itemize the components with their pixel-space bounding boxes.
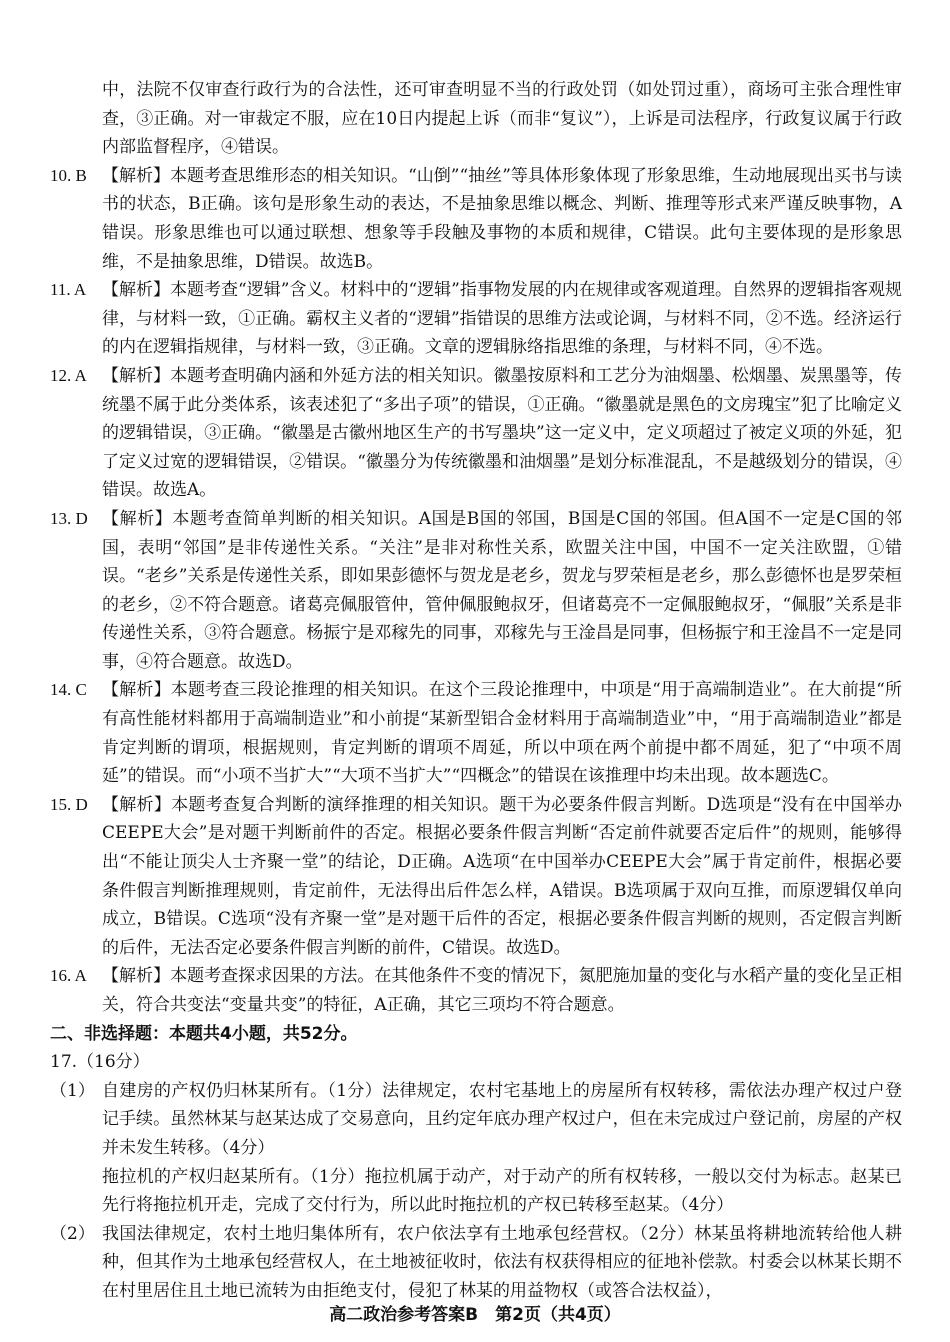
answer-number: 14. C: [50, 680, 87, 700]
sub-answer-1: [50, 1077, 902, 1220]
answer-number: 10. B: [50, 165, 87, 185]
answer-number: 15. D: [50, 794, 88, 814]
answer-item-12: [50, 362, 902, 505]
sub-answer-body: [102, 1077, 902, 1220]
answer-explanation: 【解析】本题考查探求因果的方法。在其他条件不变的情况下，氮肥施加量的变化与水稻产量的变化呈正相关，符合共变法“变量共变”的特征，A正确，其它三项均不符合题意。: [102, 966, 902, 1015]
answer-explanation: 【解析】本题考查思维形态的相关知识。“山倒”“抽丝”等具体形象体现了形象思维，生动地展现出买书与读书的状态，B正确。该句是形象生动的表达，不是抽象思维以概念、判断、推理等形式来严谨反映事物，A错误。形象思维也可以通过联想、想象等手段触及事物的本质和规律，C错误。此句主要体现的是形象思维，不是抽象思维，D错误。故选B。: [102, 165, 902, 272]
answer-explanation: 【解析】本题考查复合判断的演绎推理的相关知识。题干为必要条件假言判断。D选项是“没有在中国举办CEEPE大会”是对题干判断前件的否定。根据必要条件假言判断“否定前件就要否定后件”的规则，能够得出“不能让顶尖人士齐聚一堂”的结论，D正确。A选项“在中国举办CEEPE大会”属于肯定前件，根据必要条件假言判断推理规则，肯定前件，无法得出后件怎么样，A错误。B选项属于双向互推，而原逻辑仅单向成立，B错误。C选项“没有齐聚一堂”是对题干后件的否定，根据必要条件假言判断的规则，否定假言判断的后件，无法否定必要条件假言判断的前件，C错误。故选D。: [102, 794, 902, 958]
answer-number: 11. A: [50, 280, 87, 300]
answer-item-10: [50, 162, 902, 276]
sub-answer-paragraph: 自建房的产权仍归林某所有。（1分）法律规定，农村宅基地上的房屋所有权转移，需依法办理产权过户登记手续。虽然林某与赵某达成了交易意向，且约定年底办理产权过户，但在未完成过户登记前，房屋的产权并未发生转移。（4分）: [102, 1080, 902, 1158]
question-17-label: 17.（16分）: [50, 1052, 150, 1073]
answer-item-14: [50, 676, 902, 790]
sub-answer-paragraph: 拖拉机的产权归赵某所有。（1分）拖拉机属于动产，对于动产的所有权转移，一般以交付为标志。赵某已先行将拖拉机开走，完成了交付行为，所以此时拖拉机的产权已转移至赵某。（4分）: [102, 1166, 902, 1216]
answer-explanation: 【解析】本题考查简单判断的相关知识。A国是B国的邻国，B国是C国的邻国。但A国不一定是C国的邻国，表明“邻国”是非传递性关系。“关注”是非对称性关系，欧盟关注中国，中国不一定关注欧盟，①错误。“老乡”关系是传递性关系，即如果彭德怀与贺龙是老乡，贺龙与罗荣桓是老乡，那么彭德怀也是罗荣桓的老乡，②不符合题意。诸葛亮佩服管仲，管仲佩服鲍叔牙，但诸葛亮不一定佩服鲍叔牙，“佩服”关系是非传递性关系，③符合题意。杨振宁是邓稼先的同事，邓稼先与王淦昌是同事，但杨振宁和王淦昌不一定是同事，④符合题意。故选D。: [102, 508, 902, 672]
answer-item-11: [50, 276, 902, 362]
sub-answer-body: [102, 1220, 902, 1306]
section-heading: 二、非选择题：本题共4小题，共52分。: [50, 1023, 358, 1044]
intro-paragraph: 中，法院不仅审查行政行为的合法性，还可审查明显不当的行政处罚（如处罚过重），商场可主张合理性审查，③正确。对一审裁定不服，应在10日内提起上诉（而非“复议”），上诉是司法程序，行政复议属于行政内部监督程序，④错误。: [102, 80, 902, 158]
page-footer: 高二政治参考答案B 第2页（共4页）: [329, 1305, 621, 1325]
answer-number: 16. A: [50, 966, 87, 986]
answer-number: 13. D: [50, 508, 88, 528]
answer-explanation: 【解析】本题考查明确内涵和外延方法的相关知识。徽墨按原料和工艺分为油烟墨、松烟墨、炭黑墨等，传统墨不属于此分类体系，该表述犯了“多出子项”的错误，①正确。“徽墨就是黑色的文房瑰宝”犯了比喻定义的逻辑错误，③正确。“徽墨是古徽州地区生产的书写墨块”这一定义中，定义项超过了被定义项的外延，犯了定义过宽的逻辑错误，②错误。“徽墨分为传统徽墨和油烟墨”是划分标准混乱，不是越级划分的错误，④错误。故选A。: [102, 365, 902, 501]
page-content: [50, 76, 902, 1306]
answer-explanation: 【解析】本题考查“逻辑”含义。材料中的“逻辑”指事物发展的内在规律或客观道理。自然界的逻辑指客观规律，与材料一致，①正确。霸权主义者的“逻辑”指错误的思维方法或论调，与材料不同，②不选。经济运行的内在逻辑指规律，与材料一致，③正确。文章的逻辑脉络指思维的条理，与材料不同，④不选。: [102, 280, 902, 358]
answer-item-16: [50, 962, 902, 1019]
answer-explanation: 【解析】本题考查三段论推理的相关知识。在这个三段论推理中，中项是“用于高端制造业”。在大前提“所有高性能材料都用于高端制造业”和小前提“某新型铝合金材料用于高端制造业”中，“用于高端制造业”都是肯定判断的谓项，根据规则，肯定判断的谓项不周延，所以中项在两个前提中都不周延，犯了“中项不周延”的错误。而“小项不当扩大”“大项不当扩大”“四概念”的错误在该推理中均未出现。故本题选C。: [102, 680, 902, 787]
sub-answer-2: [50, 1220, 902, 1306]
sub-answer-mark: （1）: [50, 1080, 95, 1101]
sub-answer-paragraph: 我国法律规定，农村土地归集体所有，农户依法享有土地承包经营权。（2分）林某虽将耕地流转给他人耕种，但其作为土地承包经营权人，在土地被征收时，依法有权获得相应的征地补偿款。村委会以林某长期不在村里居住且土地已流转为由拒绝支付，侵犯了林某的用益物权（或答合法权益），: [102, 1223, 902, 1301]
answer-item-15: [50, 791, 902, 963]
answer-item-13: [50, 505, 902, 677]
sub-answer-mark: （2）: [50, 1223, 95, 1244]
answer-number: 12. A: [50, 365, 87, 385]
